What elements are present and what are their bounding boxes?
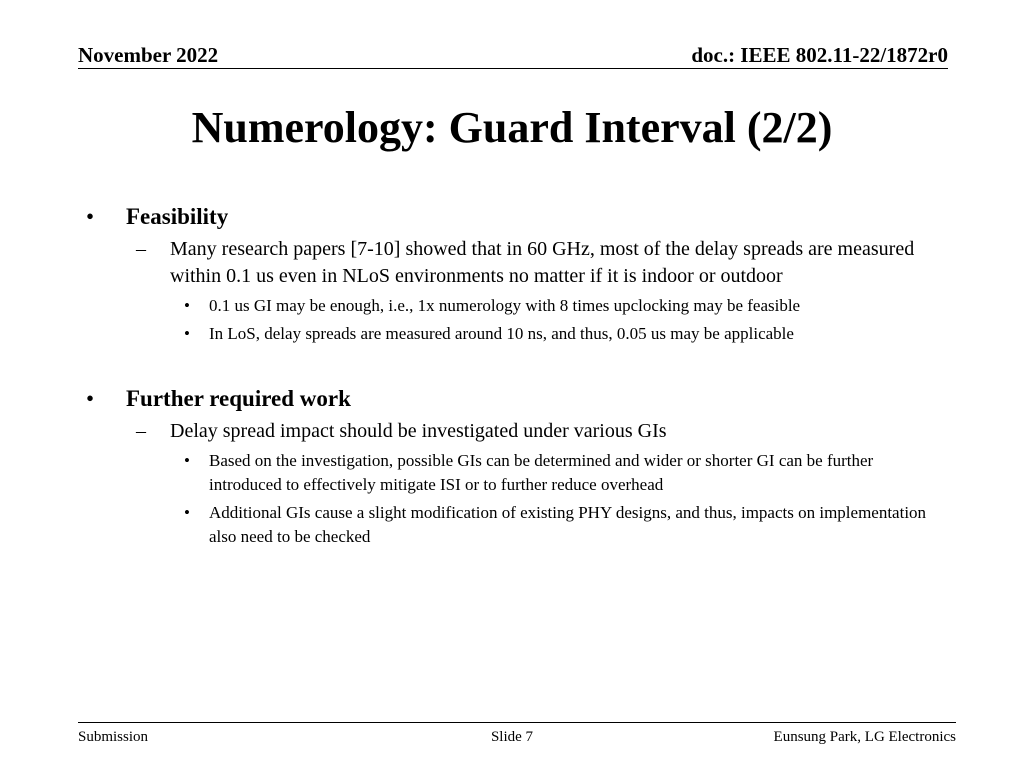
section-heading-label: Further required work (126, 386, 351, 411)
slide-body (80, 200, 950, 549)
subpoint-text: Based on the investigation, possible GIs can be determined and wider or shorter GI can be further introduced to effectively mitigate ISI or to further reduce overhead (209, 451, 874, 494)
subpoint-item (80, 449, 950, 497)
footer-divider (78, 722, 956, 723)
bullet-icon: • (184, 324, 190, 343)
bullet-icon: • (184, 503, 190, 522)
bullet-icon: • (86, 386, 95, 411)
section-heading-further-work (80, 382, 950, 416)
subpoint-text: In LoS, delay spreads are measured around 10 ns, and thus, 0.05 us may be applicable (209, 324, 794, 343)
subpoint-item (80, 294, 950, 318)
bullet-icon: • (86, 204, 95, 229)
footer-submission: Submission (78, 729, 149, 745)
point-item (80, 418, 950, 445)
point-text: Many research papers [7-10] showed that in 60 GHz, most of the delay spreads are measured within 0.1 us even in NLoS environments no matter if it is indoor or outdoor (170, 238, 915, 287)
point-item (80, 236, 950, 290)
dash-icon: – (136, 238, 146, 260)
section-heading-label: Feasibility (126, 204, 229, 229)
footer-author: Eunsung Park, LG Electronics (773, 729, 956, 745)
dash-icon: – (136, 420, 146, 442)
footer-slide-number: Slide 7 (490, 729, 534, 745)
header-divider (78, 68, 948, 69)
subpoint-text: 0.1 us GI may be enough, i.e., 1x numerology with 8 times upclocking may be feasible (209, 296, 801, 315)
subpoint-item (80, 501, 950, 549)
header-date: November 2022 (78, 43, 219, 67)
point-text: Delay spread impact should be investigated under various GIs (170, 420, 667, 442)
section-spacer (80, 346, 950, 382)
section-heading-feasibility (80, 200, 950, 234)
slide-title: Numerology: Guard Interval (2/2) (191, 103, 833, 152)
header-doc-id: doc.: IEEE 802.11-22/1872r0 (691, 43, 948, 67)
subpoint-text: Additional GIs cause a slight modification of existing PHY designs, and thus, impacts on implementation also need to be checked (209, 503, 927, 546)
bullet-icon: • (184, 451, 190, 470)
bullet-icon: • (184, 296, 190, 315)
subpoint-item (80, 322, 950, 346)
